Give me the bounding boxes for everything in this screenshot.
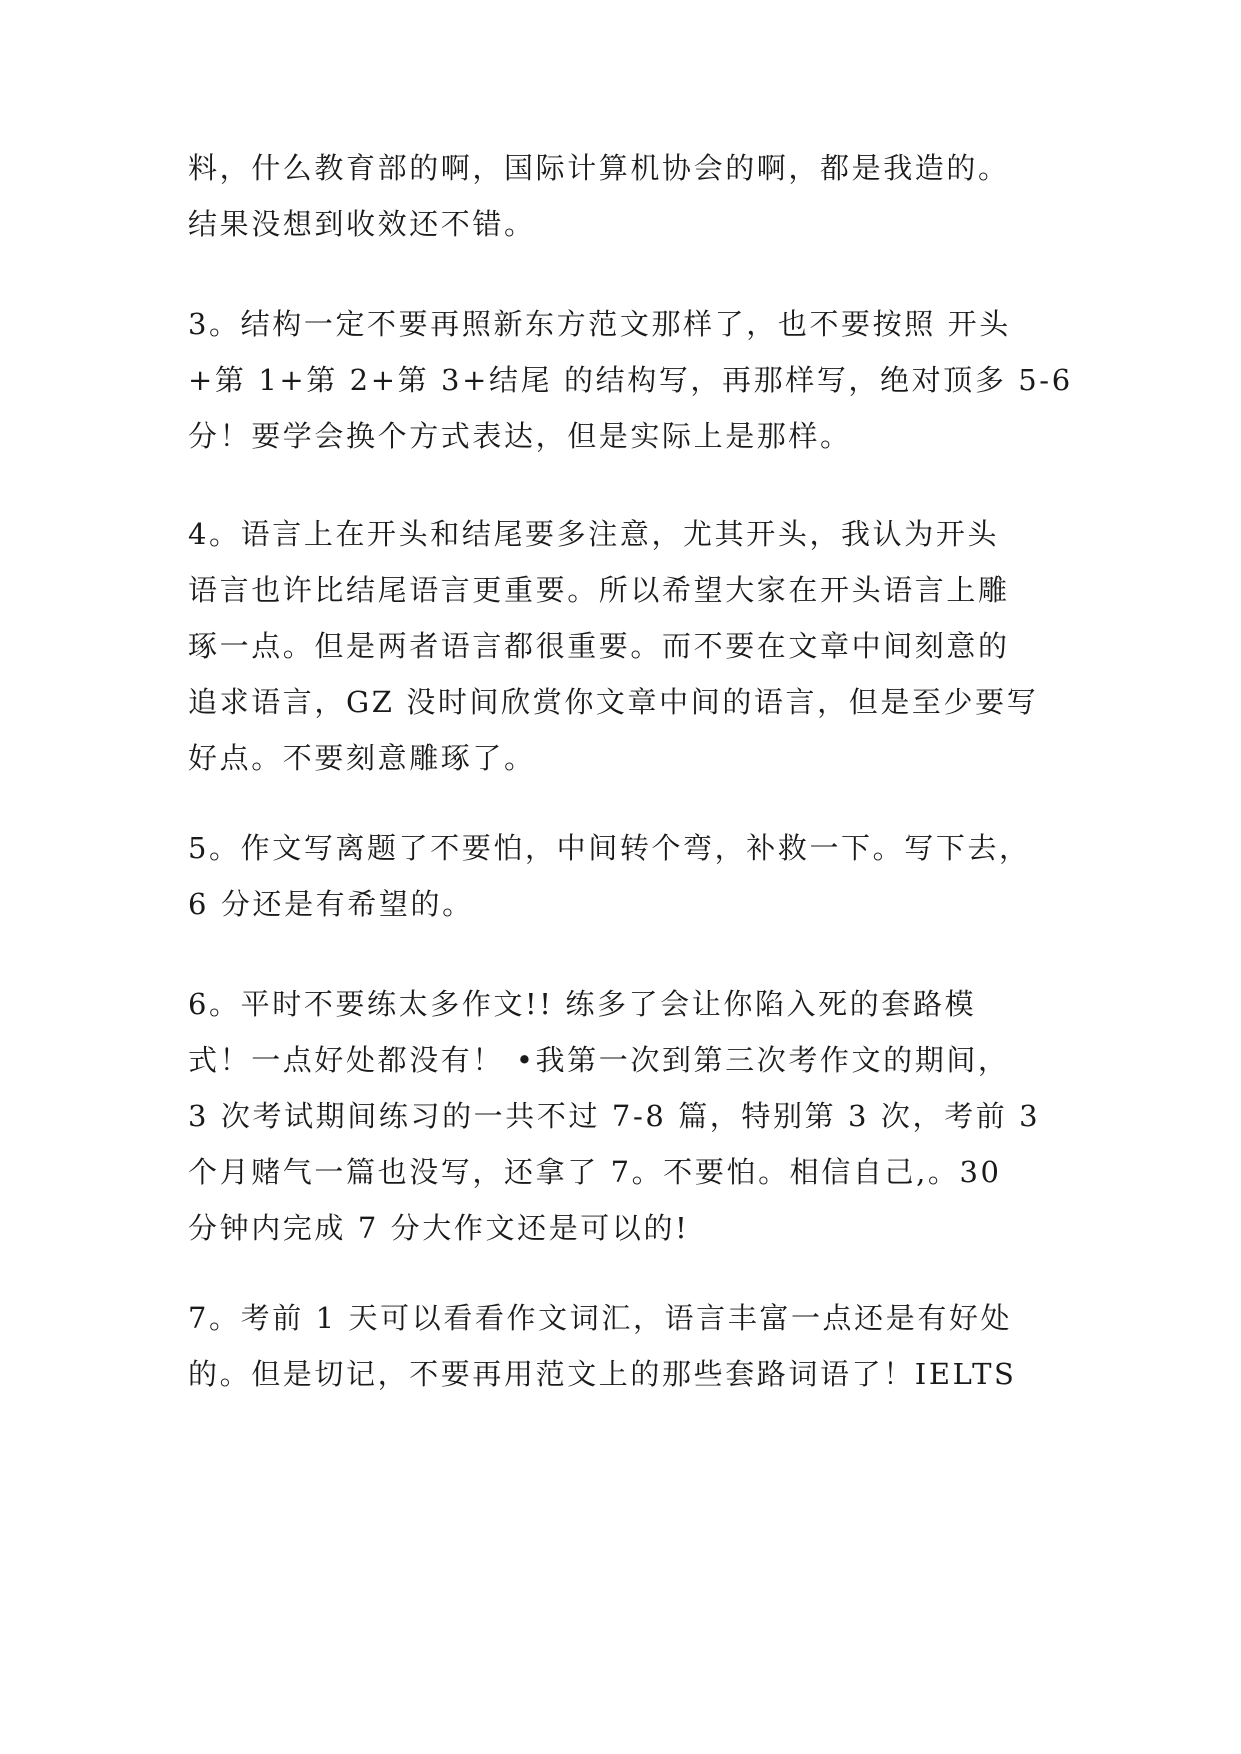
text-line: 个月赌气一篇也没写，还拿了 7。不要怕。相信自己,。30 [188, 1155, 1002, 1189]
paragraph-item-7 [188, 1290, 1088, 1402]
text-line: 6 分还是有希望的。 [188, 887, 474, 921]
text-line: 分！要学会换个方式表达，但是实际上是那样。 [188, 419, 852, 453]
paragraph-item-6 [188, 976, 1088, 1256]
paragraph-item-3 [188, 296, 1088, 464]
text-line: 好点。不要刻意雕琢了。 [188, 741, 536, 775]
text-line: 3 次考试期间练习的一共不过 7-8 篇，特别第 3 次，考前 3 [188, 1099, 1041, 1133]
text-line: 3。结构一定不要再照新东方范文那样了，也不要按照 开头 [188, 307, 1011, 341]
text-line: 式！一点好处都没有！ •我第一次到第三次考作文的期间， [188, 1043, 1010, 1077]
text-line: 语言也许比结尾语言更重要。所以希望大家在开头语言上雕 [188, 573, 1010, 607]
paragraph-continuation [188, 140, 1088, 252]
text-line: 5。作文写离题了不要怕，中间转个弯，补救一下。写下去， [188, 831, 1031, 865]
text-line: 的。但是切记，不要再用范文上的那些套路词语了！IELTS [188, 1357, 1017, 1391]
text-line: 6。平时不要练太多作文!! 练多了会让你陷入死的套路模 [188, 987, 977, 1021]
text-line: 琢一点。但是两者语言都很重要。而不要在文章中间刻意的 [188, 629, 1010, 663]
text-line: 分钟内完成 7 分大作文还是可以的! [188, 1211, 690, 1245]
text-line: 4。语言上在开头和结尾要多注意，尤其开头，我认为开头 [188, 517, 1000, 551]
text-line: 7。考前 1 天可以看看作文词汇，语言丰富一点还是有好处 [188, 1301, 1013, 1335]
paragraph-item-4 [188, 506, 1088, 786]
text-line: 追求语言，GZ 没时间欣赏你文章中间的语言，但是至少要写 [188, 685, 1039, 719]
paragraph-item-5 [188, 820, 1088, 932]
text-line: +第 1+第 2+第 3+结尾 的结构写，再那样写，绝对顶多 5-6 [188, 363, 1073, 397]
text-line: 料，什么教育部的啊，国际计算机协会的啊，都是我造的。 [188, 151, 1010, 185]
text-line: 结果没想到收效还不错。 [188, 207, 536, 241]
